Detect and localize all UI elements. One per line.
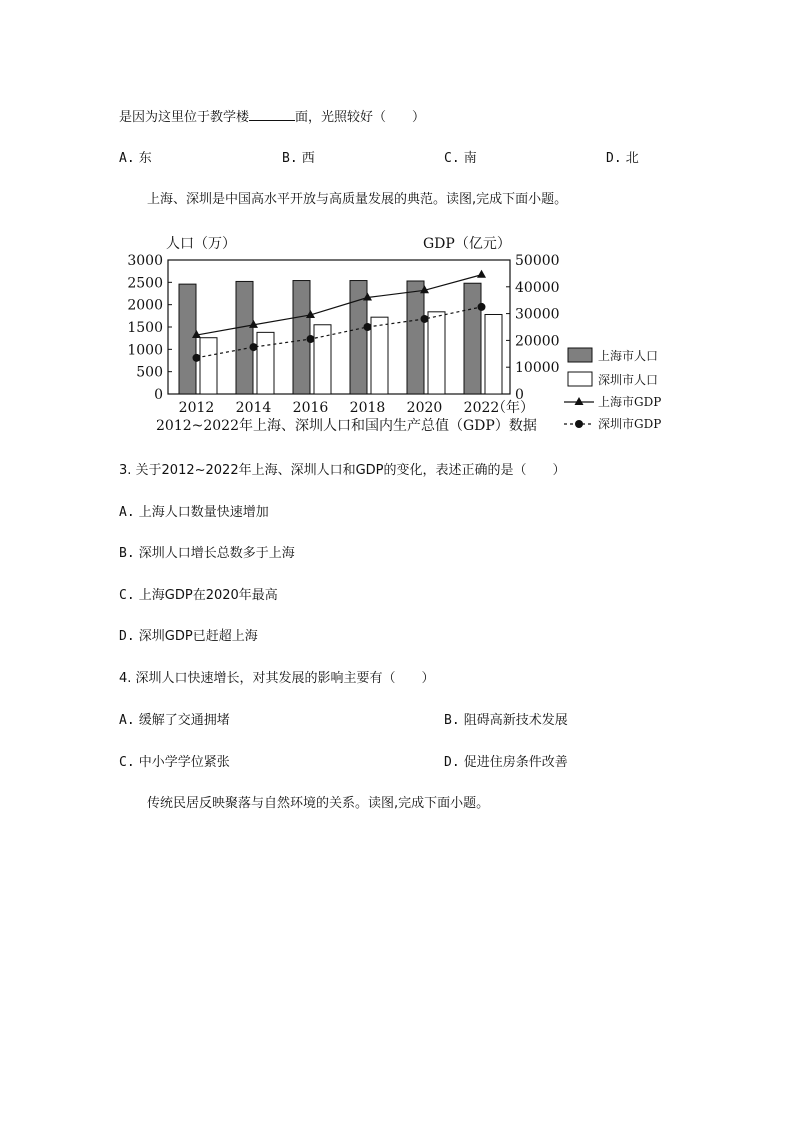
legend-label-shenzhen-population: 深圳市人口 xyxy=(598,373,659,387)
shanghai-population-bar xyxy=(464,283,481,394)
legend-label-shanghai-population: 上海市人口 xyxy=(598,349,659,363)
q3-option-b: B. 深圳人口增长总数多于上海 xyxy=(119,546,295,561)
chart-caption: 2012~2022年上海、深圳人口和国内生产总值（GDP）数据 xyxy=(156,418,537,434)
plot-frame xyxy=(168,260,510,394)
y-left-tick-label: 1500 xyxy=(127,320,163,336)
x-tick-label: 2012 xyxy=(178,400,215,416)
shenzhen-gdp-point xyxy=(307,335,315,343)
stem-text-after: 面，光照较好（ ） xyxy=(295,110,426,125)
shanghai-population-bar xyxy=(350,281,367,394)
option-d: D. 北 xyxy=(606,151,639,166)
x-tick-label: 2022 xyxy=(463,400,500,416)
x-tick-label: 2020 xyxy=(406,400,443,416)
shenzhen-gdp-point xyxy=(193,354,201,362)
shanghai-gdp-point xyxy=(477,270,486,278)
y-left-axis-title: 人口（万） xyxy=(166,236,236,252)
y-left-tick-label: 500 xyxy=(136,364,163,381)
y-right-axis-title: GDP（亿元） xyxy=(423,236,511,252)
shenzhen-population-bar xyxy=(371,317,388,394)
x-tick-label: 2016 xyxy=(292,400,329,416)
q4-option-a: A. 缓解了交通拥堵 xyxy=(119,713,230,728)
legend-swatch-shanghai-population xyxy=(568,348,592,362)
shenzhen-gdp-point xyxy=(364,323,372,331)
y-right-tick-label: 40000 xyxy=(515,279,560,296)
x-tick-label: 2014 xyxy=(235,400,272,416)
legend-swatch-shenzhen-population xyxy=(568,372,592,386)
shenzhen-population-bar xyxy=(257,332,274,394)
intro-paragraph-1: 上海、深圳是中国高水平开放与高质量发展的典范。读图,完成下面小题。 xyxy=(147,192,568,207)
option-c: C. 南 xyxy=(444,151,477,166)
y-left-tick-label: 3000 xyxy=(127,253,163,269)
q3-option-c: C. 上海GDP在2020年最高 xyxy=(119,588,278,603)
y-right-tick-label: 30000 xyxy=(515,306,560,323)
stem-text-before: 是因为这里位于教学楼 xyxy=(119,110,250,125)
intro-paragraph-2: 传统民居反映聚落与自然环境的关系。读图,完成下面小题。 xyxy=(147,796,490,811)
shenzhen-population-bar xyxy=(200,338,217,394)
y-left-tick-label: 2500 xyxy=(127,275,163,292)
x-tick-label: 2018 xyxy=(349,400,386,416)
shenzhen-gdp-point xyxy=(478,303,486,311)
question-4-stem: 4. 深圳人口快速增长，对其发展的影响主要有（ ） xyxy=(119,671,435,686)
shanghai-population-bar xyxy=(236,281,253,394)
legend-label-shenzhen-gdp: 深圳市GDP xyxy=(598,417,662,431)
shenzhen-population-bar xyxy=(428,312,445,394)
y-left-tick-label: 1000 xyxy=(127,342,163,359)
question-stem-prev xyxy=(119,108,425,127)
q3-option-a: A. 上海人口数量快速增加 xyxy=(119,505,269,520)
q4-option-c: C. 中小学学位紧张 xyxy=(119,755,230,770)
q4-option-d: D. 促进住房条件改善 xyxy=(444,755,568,770)
shanghai-population-bar xyxy=(407,281,424,394)
q3-option-d: D. 深圳GDP已赶超上海 xyxy=(119,629,258,644)
y-left-tick-label: 2000 xyxy=(127,297,163,314)
y-right-tick-label: 10000 xyxy=(515,360,560,377)
x-axis-unit: （年） xyxy=(492,400,534,416)
y-left-tick-label: 0 xyxy=(154,387,163,403)
legend-marker-shanghai-gdp xyxy=(575,397,584,405)
y-right-tick-label: 20000 xyxy=(515,333,560,350)
shenzhen-population-bar xyxy=(485,314,502,394)
y-right-tick-label: 0 xyxy=(515,387,524,403)
question-3-stem: 3. 关于2012~2022年上海、深圳人口和GDP的变化，表述正确的是（ ） xyxy=(119,463,566,478)
shanghai-population-bar xyxy=(179,284,196,394)
option-a: A. 东 xyxy=(119,151,152,166)
option-b: B. 西 xyxy=(282,151,315,166)
legend-marker-shenzhen-gdp xyxy=(575,420,583,428)
shenzhen-gdp-point xyxy=(250,343,258,351)
y-right-tick-label: 50000 xyxy=(515,253,560,269)
shenzhen-gdp-point xyxy=(421,315,429,323)
legend-label-shanghai-gdp: 上海市GDP xyxy=(598,395,662,409)
q4-option-b: B. 阻碍高新技术发展 xyxy=(444,713,568,728)
population-gdp-chart xyxy=(120,230,680,440)
answer-blank xyxy=(249,108,295,121)
